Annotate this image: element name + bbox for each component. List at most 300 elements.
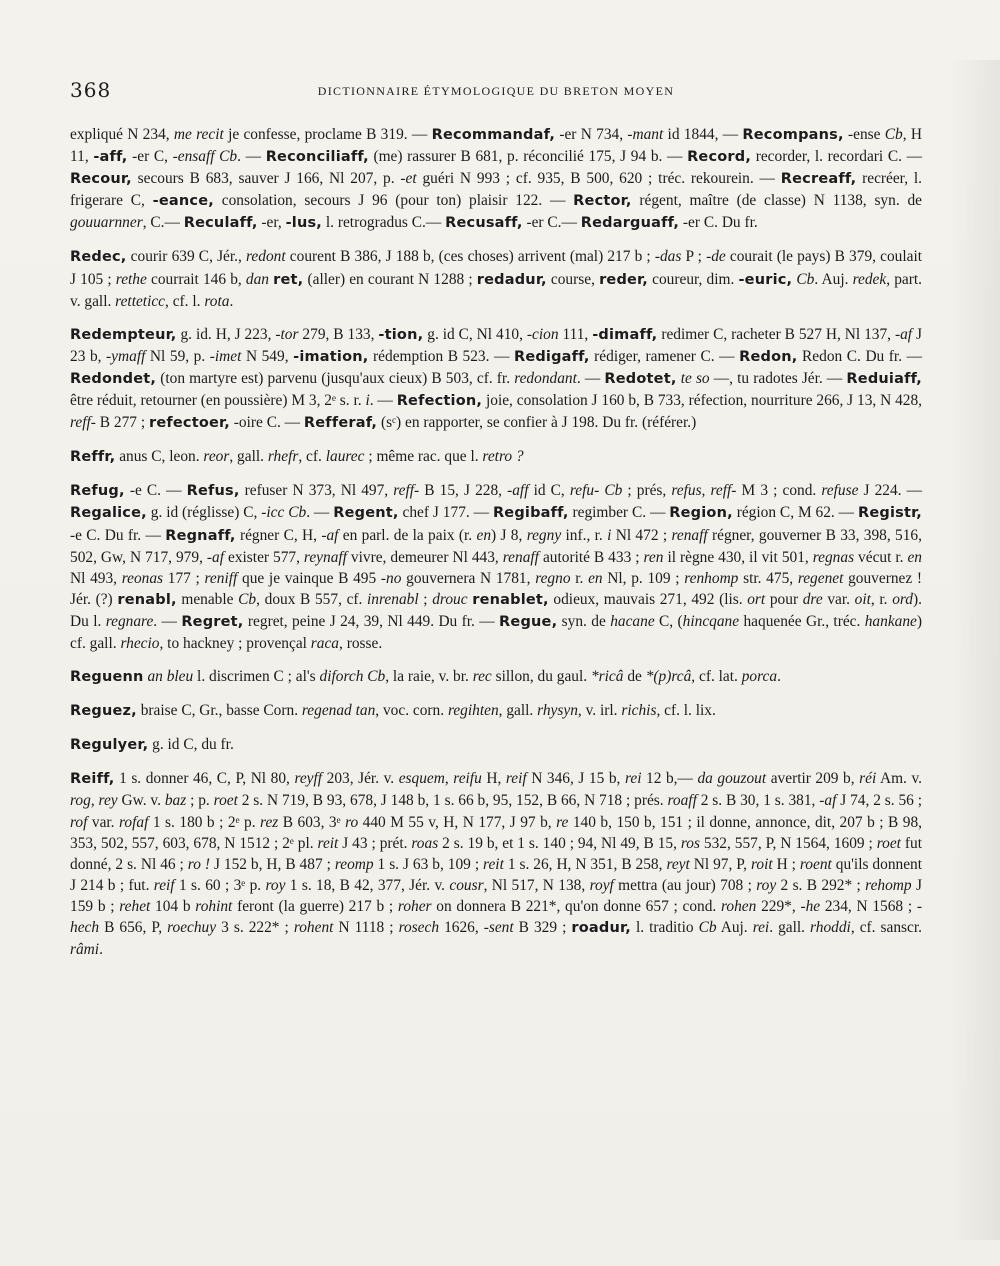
italic-form: raca bbox=[310, 634, 339, 652]
entry-text: , C.— bbox=[142, 214, 184, 232]
headword: -dimaff, bbox=[592, 326, 658, 343]
entry-text: ) cf. gall. bbox=[70, 612, 923, 652]
entry-text: , cf. l. bbox=[165, 292, 205, 310]
headword: Redotet, bbox=[604, 370, 677, 387]
italic-form: -mant bbox=[627, 126, 664, 143]
entry-text: 1 s. J 63 b, 109 ; bbox=[373, 855, 484, 873]
entry-text: -oire C. — bbox=[229, 414, 304, 432]
dictionary-entry-paragraph bbox=[70, 324, 922, 434]
dictionary-entry-paragraph bbox=[70, 480, 922, 654]
entry-text: syn. de bbox=[557, 612, 611, 630]
entry-text: on donnera B 221*, qu'on donne 657 ; cond. bbox=[431, 897, 721, 915]
entry-text: consolation, secours J 96 (pour ton) plaisir 122. — bbox=[213, 192, 574, 210]
page-edge-shadow bbox=[950, 60, 1000, 1240]
headword: -lus, bbox=[285, 215, 323, 232]
headword: Refferaf, bbox=[303, 415, 378, 432]
italic-form: redont bbox=[246, 248, 286, 266]
italic-form: regny bbox=[526, 526, 562, 544]
entry-text: 12 b,— bbox=[641, 770, 698, 788]
italic-form: porca bbox=[741, 668, 778, 686]
italic-form: ren bbox=[643, 548, 664, 566]
entry-text: vécut r. bbox=[854, 548, 908, 566]
entry-text: ; bbox=[418, 590, 433, 608]
entry-text: 229*, bbox=[756, 897, 801, 915]
entry-text: g. id C, Nl 410, bbox=[423, 325, 527, 343]
entry-text: courir 639 C, Jér., bbox=[126, 248, 247, 266]
entry-text: -e C. Du fr. — bbox=[70, 526, 166, 544]
entry-text: J 152 b, H, B 487 ; bbox=[209, 855, 335, 873]
italic-form: hankane bbox=[864, 612, 917, 630]
entry-text: g. id C, du fr. bbox=[148, 736, 234, 754]
entry-text: 1 s. 26, H, N 351, B 258, bbox=[503, 855, 667, 873]
entry-text: -ense bbox=[843, 126, 885, 143]
entry-text: str. 475, bbox=[738, 569, 798, 587]
entry-text: 279, B 133, bbox=[298, 325, 379, 343]
italic-form: rey bbox=[98, 792, 118, 810]
entry-text: -er C. Du fr. bbox=[679, 214, 758, 232]
italic-form: -et bbox=[400, 170, 417, 188]
headword: Redondet, bbox=[70, 370, 157, 387]
italic-form: re bbox=[556, 813, 569, 831]
italic-form: te so bbox=[680, 369, 710, 387]
dictionary-body bbox=[70, 124, 922, 972]
entry-text: C, ( bbox=[654, 612, 683, 630]
entry-text: mettra (au jour) 708 ; bbox=[613, 876, 757, 894]
entry-text: B 15, J 228, bbox=[419, 482, 508, 500]
entry-text: 2 s. B 292* ; bbox=[776, 876, 866, 894]
headword: Reconciliaff, bbox=[265, 149, 369, 166]
entry-text: Nl 59, p. bbox=[145, 347, 210, 365]
dictionary-entry-paragraph bbox=[70, 446, 922, 468]
entry-text: sillon, du gaul. bbox=[491, 668, 591, 686]
entry-text: . — bbox=[306, 504, 334, 522]
entry-text: course, bbox=[546, 270, 600, 288]
italic-form: roet bbox=[213, 792, 238, 810]
italic-form: rohint bbox=[195, 897, 233, 915]
headword: reder, bbox=[599, 271, 648, 288]
entry-text: , v. irl. bbox=[577, 702, 622, 720]
entry-text: refuser N 373, Nl 497, bbox=[239, 482, 394, 500]
entry-text: g. id. H, J 223, bbox=[176, 325, 276, 343]
italic-form: rethe bbox=[115, 270, 147, 288]
entry-text: regret, peine J 24, 39, Nl 449. Du fr. — bbox=[243, 612, 500, 630]
italic-form: rei bbox=[624, 770, 642, 788]
headword: Regent, bbox=[333, 505, 399, 522]
italic-form: roas bbox=[411, 834, 439, 852]
headword: -eance, bbox=[152, 193, 214, 210]
italic-form: roher bbox=[397, 897, 432, 915]
italic-form: en bbox=[907, 548, 922, 566]
entry-text: , gall. bbox=[229, 448, 268, 466]
italic-form: ro bbox=[345, 813, 359, 831]
italic-form: redondant bbox=[514, 369, 577, 387]
headword: -aff, bbox=[93, 149, 128, 166]
entry-text: -e C. — bbox=[124, 482, 187, 500]
italic-form: cousr bbox=[449, 876, 484, 894]
entry-text: var. bbox=[822, 590, 855, 608]
entry-text: braise C, Gr., basse Corn. bbox=[136, 702, 302, 720]
entry-text: 2 s. B 30, 1 s. 381, bbox=[696, 792, 820, 810]
italic-form: -icc Cb bbox=[261, 504, 307, 522]
italic-form: reyff bbox=[294, 770, 323, 788]
italic-form: reonas bbox=[121, 569, 164, 587]
entry-text: H, bbox=[481, 770, 506, 788]
entry-text: , Nl 517, N 138, bbox=[483, 876, 590, 894]
entry-text: . bbox=[777, 668, 781, 686]
headword: Reduiaff, bbox=[846, 370, 923, 387]
italic-form: -no bbox=[380, 569, 402, 587]
italic-form: i bbox=[607, 526, 612, 544]
entry-text: exister 577, bbox=[224, 548, 304, 566]
headword: Recompans, bbox=[742, 127, 844, 143]
italic-form: en bbox=[476, 526, 492, 544]
italic-form: esquem bbox=[398, 770, 445, 788]
headword: Regret, bbox=[181, 613, 244, 630]
headword: refectoer, bbox=[148, 415, 230, 432]
entry-text: -er, bbox=[257, 214, 286, 232]
entry-text: r. bbox=[570, 569, 589, 587]
entry-text: , cf. sanscr. bbox=[850, 919, 922, 936]
entry-text: B 603, 3ᵉ bbox=[278, 813, 346, 831]
entry-text: chef J 177. — bbox=[398, 504, 493, 522]
entry-text: B 329 ; bbox=[513, 919, 572, 936]
entry-text: courrait 146 b, bbox=[146, 270, 246, 288]
entry-text: qu'ils donnent J 214 b ; fut. bbox=[70, 855, 923, 894]
italic-form: roy bbox=[756, 876, 777, 894]
italic-form: reynaff bbox=[303, 548, 347, 566]
italic-form: refus, reff- bbox=[671, 482, 737, 500]
italic-form: ort bbox=[747, 590, 766, 608]
entry-text: Nl, p. 109 ; bbox=[602, 569, 685, 587]
entry-text: id 1844, — bbox=[663, 126, 743, 143]
headword: Regalice, bbox=[70, 505, 147, 522]
entry-text: redimer C, racheter B 527 H, Nl 137, bbox=[657, 325, 895, 343]
headword: -imation, bbox=[293, 348, 369, 365]
entry-text: menable bbox=[176, 590, 239, 608]
italic-form: *ricâ bbox=[590, 668, 624, 686]
entry-text: ; p. bbox=[186, 792, 214, 810]
entry-text: secours B 683, sauver J 166, Nl 207, p. bbox=[131, 170, 401, 188]
entry-text: Nl 493, bbox=[70, 569, 122, 587]
entry-text: 440 M 55 v, H, N 177, J 97 b, bbox=[358, 813, 557, 831]
italic-form: -imet bbox=[209, 347, 242, 365]
entry-text: ; même rac. que l. bbox=[364, 448, 483, 466]
italic-form: dan bbox=[245, 270, 269, 288]
italic-form: -cion bbox=[526, 325, 559, 343]
entry-text: régner C, H, bbox=[235, 526, 322, 544]
entry-text: courait (le pays) B 379, coulait J 105 ; bbox=[70, 248, 923, 288]
italic-form: hincqane bbox=[682, 612, 740, 630]
entry-text: fut donné, 2 s. Nl 46 ; bbox=[70, 834, 922, 873]
entry-text: l. discrimen C ; al's bbox=[193, 668, 320, 686]
entry-text: regimber C. — bbox=[568, 504, 670, 522]
entry-text: anus C, leon. bbox=[115, 448, 204, 466]
italic-form: reff- bbox=[393, 482, 420, 500]
headword: Reffr, bbox=[70, 449, 116, 466]
italic-form: reif bbox=[153, 876, 175, 894]
italic-form: dre bbox=[802, 590, 823, 608]
headword: renabl, bbox=[117, 591, 177, 608]
italic-form: redek bbox=[852, 270, 887, 288]
entry-text: , gall. bbox=[498, 702, 538, 720]
entry-text: 1 s. 180 b ; 2ᵉ p. bbox=[148, 813, 261, 831]
headword: Redarguaff, bbox=[580, 215, 680, 232]
headword: Refus, bbox=[186, 483, 240, 500]
entry-text: Nl 472 ; bbox=[611, 526, 672, 544]
italic-form: reit bbox=[317, 834, 339, 852]
entry-text: . — bbox=[576, 369, 605, 387]
italic-form: rohent bbox=[293, 919, 334, 936]
entry-text: , la raie, v. br. bbox=[385, 668, 473, 686]
italic-form: diforch Cb bbox=[319, 668, 386, 686]
italic-form: réi bbox=[859, 770, 877, 788]
italic-form: da gouzout bbox=[697, 770, 767, 788]
italic-form: royf bbox=[589, 876, 614, 894]
headword: Regulyer, bbox=[70, 737, 149, 754]
italic-form: me recit bbox=[173, 126, 224, 143]
entry-text: . — bbox=[237, 148, 266, 166]
dictionary-entry-paragraph bbox=[70, 700, 922, 722]
italic-form: rhecio bbox=[120, 634, 160, 652]
headword: Redec, bbox=[70, 249, 127, 266]
entry-text: Auj. bbox=[716, 919, 753, 936]
entry-text: pour bbox=[765, 590, 803, 608]
entry-text: ). Du l. bbox=[70, 590, 922, 630]
italic-form: regenet bbox=[797, 569, 844, 587]
entry-text: Am. v. bbox=[876, 770, 922, 788]
italic-form: regihten bbox=[447, 702, 499, 720]
italic-form: reff- bbox=[70, 414, 96, 432]
italic-form: retteticc bbox=[115, 292, 166, 310]
entry-text: 104 b bbox=[150, 897, 196, 915]
entry-text: , voc. corn. bbox=[375, 702, 448, 720]
italic-form: refuse bbox=[821, 482, 859, 500]
entry-text: régent, maître (de classe) N 1138, syn. de bbox=[631, 192, 922, 210]
entry-text: J 159 b ; bbox=[70, 876, 922, 915]
italic-form: renaff bbox=[671, 526, 708, 544]
italic-form: gouuarnner bbox=[70, 214, 143, 232]
entry-text: -er N 734, bbox=[555, 126, 628, 143]
page-number: 368 bbox=[70, 78, 112, 102]
entry-text: , rosse. bbox=[339, 634, 383, 652]
entry-text: recorder, l. recordari C. — bbox=[751, 148, 922, 166]
entry-text: N 1118 ; bbox=[333, 919, 399, 936]
italic-form: oit bbox=[854, 590, 871, 608]
italic-form: ros bbox=[680, 834, 700, 852]
entry-text: 1626, bbox=[439, 919, 484, 936]
entry-text: haquenée Gr., tréc. bbox=[739, 612, 865, 630]
entry-text: , bbox=[90, 792, 99, 810]
entry-text: . — bbox=[369, 392, 397, 410]
entry-text: 2 s. 19 b, et 1 s. 140 ; 94, Nl 49, B 15, bbox=[438, 834, 681, 852]
italic-form: reit bbox=[483, 855, 504, 873]
entry-text: il règne 430, il vit 501, bbox=[663, 548, 813, 566]
entry-text: J 23 b, bbox=[70, 325, 923, 365]
entry-text: guéri N 993 ; cf. 935, B 500, 620 ; tréc. rekourein. — bbox=[416, 170, 781, 188]
entry-text: , cf. bbox=[298, 448, 326, 466]
italic-form: roet bbox=[876, 834, 901, 852]
italic-form: -ymaff bbox=[106, 347, 146, 365]
entry-text: , cf. l. lix. bbox=[656, 702, 716, 720]
entry-text: -er C, bbox=[127, 148, 173, 166]
entry-text: , r. bbox=[870, 590, 893, 608]
headword: Reculaff, bbox=[183, 215, 258, 232]
italic-form: roy bbox=[265, 876, 286, 894]
italic-form: inrenabl bbox=[367, 590, 419, 608]
entry-text: —, tu radotes Jér. — bbox=[709, 369, 847, 387]
entry-text: inf., r. bbox=[561, 526, 608, 544]
italic-form: drouc bbox=[432, 590, 468, 608]
italic-form: reifu bbox=[453, 770, 482, 788]
entry-text: (aller) en courant N 1288 ; bbox=[303, 270, 477, 288]
italic-form: regenad tan bbox=[301, 702, 376, 720]
italic-form: -af bbox=[819, 792, 837, 810]
entry-text: en parl. de la paix (r. bbox=[338, 526, 477, 544]
entry-text: 532, 557, P, N 1564, 1609 ; bbox=[699, 834, 877, 852]
entry-text: H ; bbox=[772, 855, 800, 873]
entry-text: , part. v. gall. bbox=[70, 270, 922, 310]
running-title: DICTIONNAIRE ÉTYMOLOGIQUE DU BRETON MOYEN bbox=[317, 84, 675, 98]
entry-text: Redon C. Du fr. — bbox=[797, 347, 922, 365]
entry-text: vivre, demeurer Nl 443, bbox=[346, 548, 503, 566]
entry-text: id C, bbox=[528, 482, 570, 500]
entry-text: l. retrogradus C.— bbox=[322, 214, 446, 232]
headword: Regibaff, bbox=[492, 505, 569, 522]
page-header bbox=[70, 78, 922, 104]
italic-form: -he bbox=[800, 897, 821, 915]
italic-form: Cb bbox=[238, 590, 257, 608]
dictionary-entry-paragraph bbox=[70, 734, 922, 756]
italic-form: rofaf bbox=[119, 813, 149, 831]
entry-text: . — bbox=[153, 612, 182, 630]
headword: Registr, bbox=[857, 505, 923, 522]
entry-text: (sᶜ) en rapporter, se confier à J 198. Du fr. (référer.) bbox=[377, 414, 697, 432]
italic-form: rehomp bbox=[865, 876, 912, 894]
italic-form: regnare bbox=[105, 612, 154, 630]
italic-form: refu- Cb bbox=[569, 482, 623, 500]
italic-form: rota bbox=[204, 292, 230, 310]
entry-text: 203, Jér. v. bbox=[322, 770, 399, 788]
italic-form: -af bbox=[894, 325, 913, 343]
entry-text: B 656, P, bbox=[99, 919, 168, 936]
italic-form: an bleu bbox=[147, 668, 194, 686]
italic-form: rec bbox=[472, 668, 492, 686]
italic-form: renhomp bbox=[684, 569, 739, 587]
italic-form: rehet bbox=[119, 897, 151, 915]
headword: Regnaff, bbox=[165, 527, 236, 544]
entry-text: . Auj. bbox=[814, 270, 853, 288]
entry-text: autorité B 433 ; bbox=[538, 548, 644, 566]
italic-form: roent bbox=[799, 855, 832, 873]
dictionary-entry-paragraph bbox=[70, 768, 922, 960]
entry-text: , to hackney ; provençal bbox=[159, 634, 311, 652]
italic-form: -tor bbox=[275, 325, 299, 343]
entry-text: . bbox=[229, 292, 234, 310]
italic-form: Cb bbox=[796, 270, 815, 288]
headword: Redigaff, bbox=[513, 348, 590, 365]
entry-text: 234, N 1568 ; bbox=[820, 897, 917, 915]
italic-form: roit bbox=[750, 855, 773, 873]
italic-form: rosech bbox=[398, 919, 440, 936]
headword: Refug, bbox=[70, 483, 125, 500]
italic-form: -hech bbox=[70, 897, 922, 936]
entry-text: B 277 ; bbox=[95, 414, 149, 432]
headword: Rector, bbox=[573, 193, 632, 210]
entry-text: M 3 ; cond. bbox=[736, 482, 822, 500]
italic-form: reniff bbox=[204, 569, 238, 587]
italic-form: -das bbox=[654, 248, 682, 266]
italic-form: i bbox=[365, 392, 370, 410]
italic-form: reif bbox=[505, 770, 527, 788]
entry-text: N 346, J 15 b, bbox=[526, 770, 625, 788]
headword: redadur, bbox=[476, 271, 547, 288]
italic-form: regnas bbox=[812, 548, 855, 566]
italic-form: retro ? bbox=[482, 448, 524, 466]
entry-text: var. bbox=[87, 813, 120, 831]
entry-text: gouvernez ! Jér. (?) bbox=[70, 569, 923, 608]
entry-text: J 74, 2 s. 56 ; bbox=[836, 792, 922, 810]
italic-form: rof bbox=[70, 813, 88, 831]
headword: renablet, bbox=[472, 591, 549, 608]
italic-form: râmi bbox=[70, 941, 100, 959]
entry-text: avertir 209 b, bbox=[766, 770, 860, 788]
italic-form: rhoddi bbox=[810, 919, 851, 936]
entry-text: P ; bbox=[681, 248, 707, 266]
italic-form: *(p)rcâ bbox=[645, 668, 692, 686]
italic-form: reomp bbox=[334, 855, 374, 873]
italic-form: roaff bbox=[667, 792, 697, 810]
italic-form: -sent bbox=[483, 919, 514, 936]
entry-text: J 43 ; prét. bbox=[338, 834, 412, 852]
dictionary-entry-paragraph bbox=[70, 124, 922, 234]
entry-text: J 224. — bbox=[858, 482, 923, 500]
headword: Reguenn bbox=[70, 669, 144, 686]
entry-text: (me) rassurer B 681, p. réconcilié 175, J 94 b. — bbox=[368, 148, 688, 166]
entry-text: feront (la guerre) 217 b ; bbox=[232, 897, 398, 915]
italic-form: rei bbox=[752, 919, 770, 936]
italic-form: -de bbox=[706, 248, 726, 266]
entry-text: 1 s. 60 ; 3ᵉ p. bbox=[174, 876, 266, 894]
entry-text: que je vainque B 495 bbox=[237, 569, 381, 587]
italic-form: -aff bbox=[507, 482, 529, 500]
entry-text: courent B 386, J 188 b, (ces choses) arrivent (mal) 217 b ; bbox=[285, 248, 655, 266]
entry-text: odieux, mauvais 271, 492 (lis. bbox=[548, 590, 748, 608]
italic-form: reyt bbox=[666, 855, 690, 873]
headword: Redon, bbox=[739, 348, 798, 365]
entry-text: être réduit, retourner (en poussière) M 3, 2ᵉ s. r. bbox=[70, 392, 366, 410]
entry-text: gouvernera N 1781, bbox=[401, 569, 536, 587]
entry-text: , H 11, bbox=[70, 126, 922, 166]
entry-text: de bbox=[623, 668, 646, 686]
entry-text: (ton martyre est) parvenu (jusqu'aux cieux) B 503, cf. fr. bbox=[156, 369, 515, 387]
entry-text: 177 ; bbox=[163, 569, 205, 587]
italic-form: rhysyn bbox=[537, 702, 578, 720]
entry-text: Nl 97, P, bbox=[689, 855, 751, 873]
entry-text: 111, bbox=[558, 325, 593, 343]
headword: -euric, bbox=[738, 271, 793, 288]
italic-form: reor bbox=[203, 448, 230, 466]
entry-text: , bbox=[444, 770, 454, 788]
headword: Recusaff, bbox=[445, 215, 523, 232]
dictionary-entry-paragraph bbox=[70, 246, 922, 311]
headword: -tion, bbox=[378, 326, 424, 343]
italic-form: regno bbox=[535, 569, 571, 587]
headword: Region, bbox=[669, 505, 733, 522]
entry-text: rédemption B 523. — bbox=[368, 347, 514, 365]
italic-form: roechuy bbox=[167, 919, 217, 936]
headword: Reiff, bbox=[70, 771, 115, 788]
italic-form: richis bbox=[621, 702, 657, 720]
